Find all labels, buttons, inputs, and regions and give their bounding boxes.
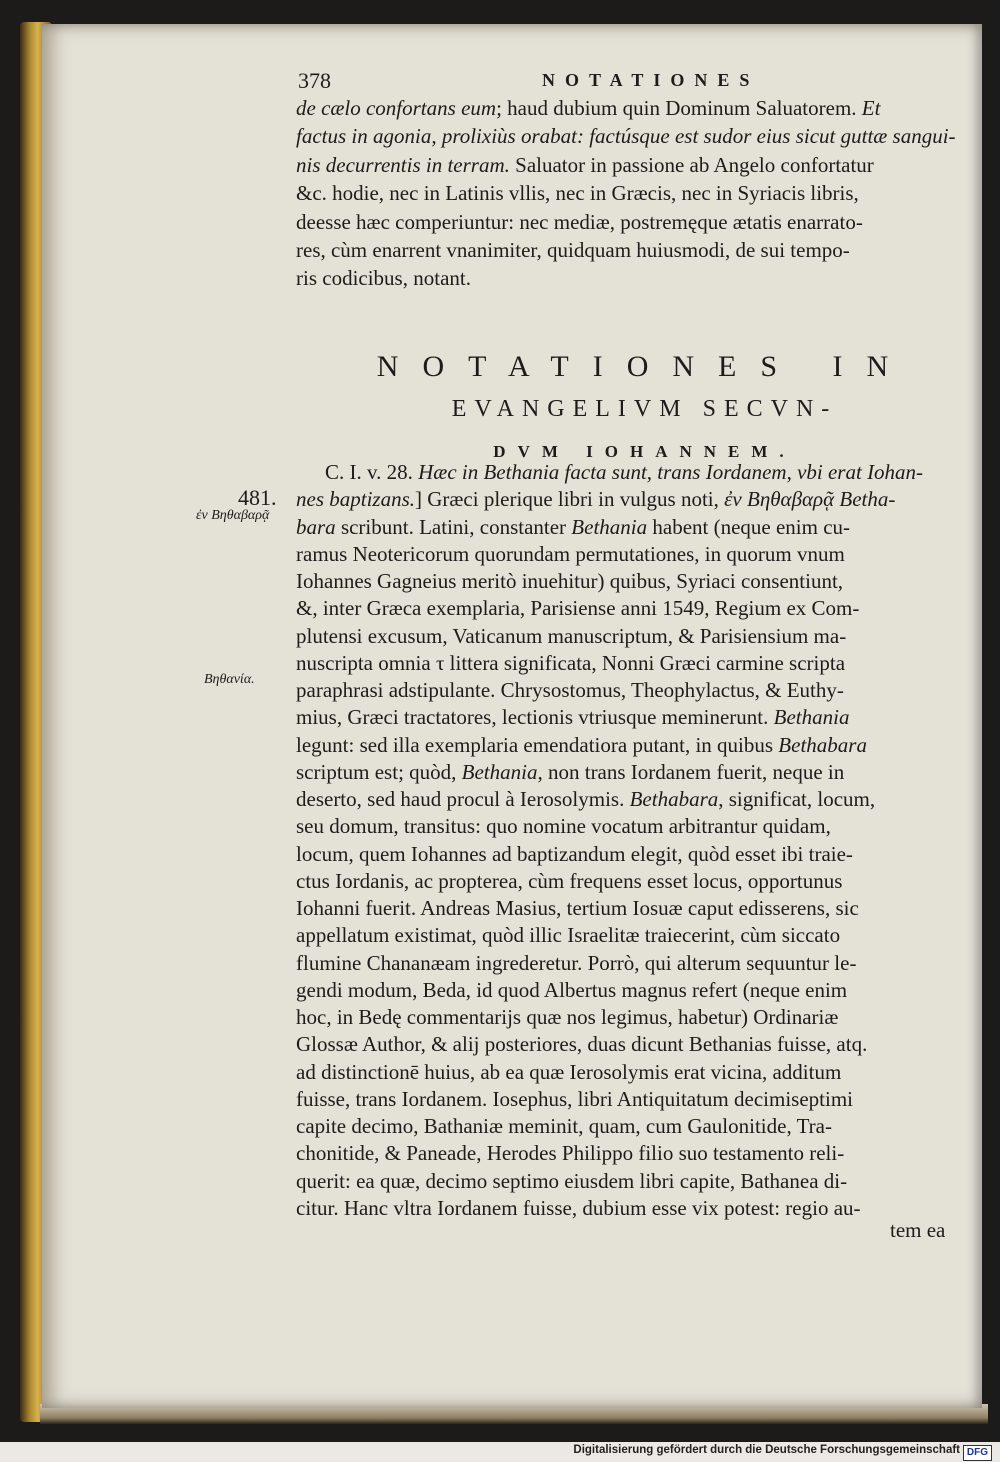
text-segment: &, inter Græca exemplaria, Parisiense anni 1549, Regium ex Com- bbox=[296, 596, 860, 621]
text-segment: bara bbox=[296, 514, 336, 539]
text-segment: ἐν Βηθαβαρᾷ bbox=[724, 487, 835, 512]
text-segment: ris codicibus, notant. bbox=[296, 266, 471, 291]
text-segment: , significat, locum, bbox=[718, 787, 876, 811]
text-line bbox=[296, 1058, 998, 1086]
text-segment: appellatum existimat, quòd illic Israelitæ traiecerint, cùm siccato bbox=[296, 923, 841, 948]
text-segment: Saluator in passione ab Angelo confortatur bbox=[509, 152, 874, 177]
text-line bbox=[296, 758, 998, 786]
text-segment: scribunt. Latini, constanter bbox=[335, 514, 572, 539]
text-line bbox=[296, 1167, 998, 1195]
text-segment: ] Græci plerique libri in vulgus noti, bbox=[415, 487, 725, 512]
text-line bbox=[296, 1085, 998, 1113]
margin-note-greek: ἐν Βηθαβαρᾷ bbox=[196, 508, 270, 523]
text-segment: hoc, in Bedę commentarijs quæ nos legimus, habetur) Ordinariæ bbox=[296, 1005, 839, 1029]
text-segment: , non trans Iordanem fuerit, neque in bbox=[537, 759, 845, 784]
text-segment: Betha- bbox=[839, 487, 896, 512]
text-line bbox=[325, 458, 1000, 486]
text-line bbox=[296, 94, 998, 122]
text-segment: plutensi excusum, Vaticanum manuscriptum, & Parisiensium ma- bbox=[296, 623, 847, 648]
text-segment: seu domum, transitus: quo nomine vocatum arbitrantur quidam, bbox=[296, 814, 831, 839]
dfg-logo-badge: DFG bbox=[963, 1445, 992, 1461]
text-line bbox=[296, 151, 998, 179]
text-segment: citur. Hanc vltra Iordanem fuisse, dubium esse vix potest: regio au- bbox=[296, 1195, 861, 1220]
text-segment: ramus Neotericorum quorundam permutationes, in quorum vnum bbox=[296, 541, 845, 566]
text-segment: chonitide, & Paneade, Herodes Philippo filio suo testamento reli- bbox=[296, 1141, 845, 1166]
text-segment: flumine Chananæam ingrederetur. Porrò, qui alterum sequuntur le- bbox=[296, 950, 857, 975]
text-segment: Bethabara bbox=[778, 732, 867, 757]
text-segment: Iohanni fuerit. Andreas Masius, tertium Iosuæ caput edisserens, sic bbox=[296, 896, 859, 920]
text-line bbox=[296, 785, 998, 813]
text-segment: Bethania bbox=[773, 705, 850, 730]
text-line bbox=[296, 594, 998, 622]
text-segment: C. I. v. 28. bbox=[325, 460, 419, 484]
text-segment: Bethania bbox=[461, 759, 538, 784]
catchword: tem ea bbox=[890, 1218, 946, 1242]
text-line bbox=[296, 731, 998, 759]
text-line bbox=[296, 208, 998, 236]
text-segment: deesse hæc comperiuntur: nec mediæ, postremęque ætatis enarrato- bbox=[296, 209, 863, 234]
text-segment: ad distinctionē huius, ab ea quæ Ierosolymis erat vicina, additum bbox=[296, 1059, 842, 1084]
text-line bbox=[296, 703, 998, 731]
section-title-line-3: DVM IOHANNEM. bbox=[493, 442, 796, 461]
text-segment: Bethabara bbox=[629, 787, 719, 811]
text-line bbox=[296, 1030, 998, 1058]
text-line bbox=[296, 540, 998, 568]
text-line bbox=[296, 1003, 998, 1031]
text-segment: &c. hodie, nec in Latinis vllis, nec in Græcis, nec in Syriacis libris, bbox=[296, 181, 859, 206]
page-number: 378 bbox=[298, 68, 331, 93]
text-line bbox=[296, 567, 998, 595]
text-segment: habent (neque enim cu- bbox=[647, 514, 851, 539]
text-segment: Glossæ Author, & alij posteriores, duas dicunt Bethanias fuisse, atq. bbox=[296, 1032, 868, 1057]
text-line bbox=[296, 921, 998, 949]
margin-note-greek: Βηθανία. bbox=[204, 672, 255, 687]
text-segment: locum, quem Iohannes ad baptizandum elegit, quòd esset ibi traie- bbox=[296, 841, 853, 866]
text-line bbox=[296, 264, 998, 292]
section-title-line-2: EVANGELIVM SECVN- bbox=[451, 396, 838, 422]
text-line bbox=[296, 622, 998, 650]
text-segment: nuscripta omnia τ littera significata, Nonni Græci carmine scripta bbox=[296, 650, 846, 675]
text-segment: fuisse, trans Iordanem. Iosephus, libri Antiquitatum decimiseptimi bbox=[296, 1086, 853, 1111]
text-segment: capite decimo, Bathaniæ meminit, quam, cum Gaulonitide, Tra- bbox=[296, 1114, 832, 1138]
text-line bbox=[296, 949, 998, 977]
text-line bbox=[296, 976, 998, 1004]
text-segment: ; haud dubium quin Dominum Saluatorem. bbox=[496, 96, 862, 120]
text-segment: Hæc in Bethania facta sunt, trans Iordanem, vbi erat Iohan- bbox=[418, 460, 924, 484]
text-segment: paraphrasi adstipulante. Chrysostomus, Theophylactus, & Euthy- bbox=[296, 678, 844, 702]
funding-notice: Digitalisierung gefördert durch die Deutsche Forschungsgemeinschaft bbox=[573, 1444, 960, 1456]
footer-bar bbox=[0, 1442, 1000, 1462]
text-segment: nes baptizans. bbox=[296, 487, 416, 512]
text-segment: scriptum est; quòd, bbox=[296, 759, 462, 784]
text-segment: nis decurrentis in terram. bbox=[296, 152, 510, 177]
text-segment: Et bbox=[861, 96, 881, 120]
margin-note-number: 481. bbox=[238, 485, 277, 510]
text-line bbox=[296, 122, 998, 150]
text-line bbox=[296, 894, 998, 922]
text-line bbox=[296, 649, 998, 677]
text-segment: de cælo confortans eum bbox=[296, 96, 497, 120]
text-line bbox=[296, 1112, 998, 1140]
text-segment: Bethania bbox=[571, 514, 648, 539]
section-title-line-1: NOTATIONES IN bbox=[376, 350, 913, 383]
text-line bbox=[296, 676, 998, 704]
text-segment: gendi modum, Beda, id quod Albertus magnus refert (neque enim bbox=[296, 977, 848, 1002]
text-line bbox=[296, 236, 998, 264]
text-segment: mius, Græci tractatores, lectionis vtriusque meminerunt. bbox=[296, 705, 774, 730]
text-segment: legunt: sed illa exemplaria emendatiora putant, in quibus bbox=[296, 732, 779, 757]
text-segment: querit: ea quæ, decimo septimo eiusdem libri capite, Bathanea di- bbox=[296, 1168, 848, 1193]
text-line bbox=[296, 1139, 998, 1167]
text-line bbox=[296, 867, 998, 895]
book-page bbox=[42, 24, 982, 1408]
text-line bbox=[296, 513, 998, 541]
text-segment: res, cùm enarrent vnanimiter, quidquam huiusmodi, de sui tempo- bbox=[296, 238, 850, 262]
text-segment: ctus Iordanis, ac propterea, cùm frequens esset locus, opportunus bbox=[296, 868, 843, 893]
running-head: NOTATIONES bbox=[542, 70, 760, 90]
text-line bbox=[296, 485, 998, 513]
text-line bbox=[296, 179, 998, 207]
text-line bbox=[296, 840, 998, 868]
text-segment: factus in agonia, prolixiùs orabat: factúsque est sudor eius sicut guttæ sangui- bbox=[296, 124, 956, 149]
text-segment: Iohannes Gagneius meritò inuehitur) quibus, Syriaci consentiunt, bbox=[296, 569, 844, 593]
text-segment: deserto, sed haud procul à Ierosolymis. bbox=[296, 787, 630, 811]
text-line bbox=[296, 812, 998, 840]
